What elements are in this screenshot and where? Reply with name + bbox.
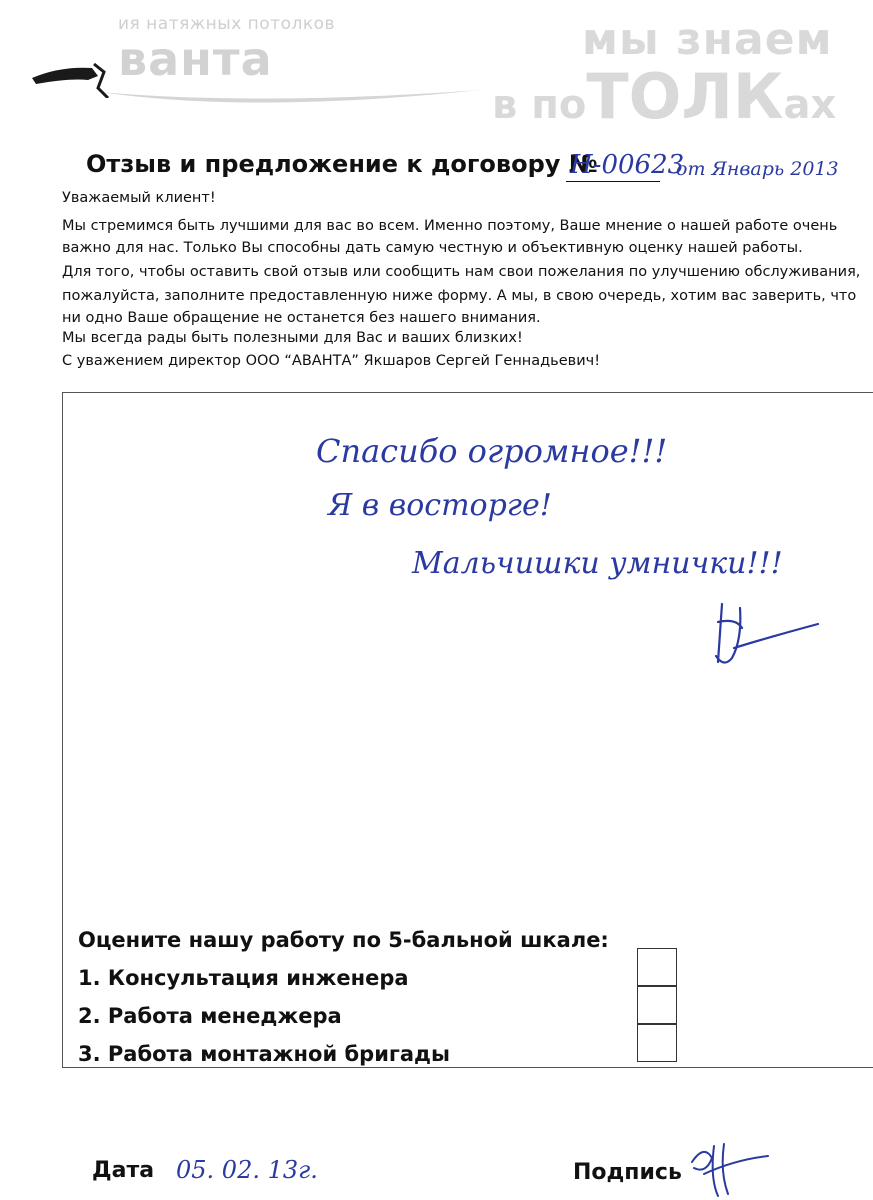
paragraph-line: Мы всегда рады быть полезными для Вас и ваших близких! (62, 330, 523, 346)
contract-number: Н-00623 (570, 150, 685, 180)
paragraph-line: ни одно Ваше обращение не останется без нашего внимания. (62, 310, 541, 326)
feedback-line: Спасибо огромное!!! (316, 432, 668, 470)
rating-item-manager: 2. Работа менеджера (78, 1004, 342, 1028)
feedback-line: Я в восторге! (328, 488, 552, 523)
contract-underline (566, 181, 660, 182)
slogan-line-2 (492, 60, 836, 133)
logo-subtitle: ия натяжных потолков (118, 14, 336, 34)
rating-title: Оцените нашу работу по 5-бальной шкале: (78, 928, 609, 952)
paragraph-line: Мы стремимся быть лучшими для вас во всем. Именно поэтому, Ваше мнение о нашей работе очень (62, 218, 838, 234)
logo-swoosh-icon (100, 82, 480, 112)
form-title: Отзыв и предложение к договору № (86, 150, 598, 178)
paragraph-line: Для того, чтобы оставить свой отзыв или сообщить нам свои пожелания по улучшению обслуживания, (62, 264, 861, 280)
slogan-prefix: в по (492, 82, 587, 128)
greeting: Уважаемый клиент! (62, 190, 216, 206)
torn-edge-icon (30, 58, 120, 98)
paragraph-line: С уважением директор ООО “АВАНТА” Якшаров Сергей Геннадьевич! (62, 353, 601, 369)
feedback-line: Мальчишки умнички!!! (412, 546, 783, 581)
signature-icon (684, 1138, 774, 1198)
contract-date: от Январь 2013 (676, 158, 839, 180)
company-logo: ванта (118, 32, 273, 86)
paragraph-line: пожалуйста, заполните предоставленную ниже форму. А мы, в свою очередь, хотим вас заверить, что (62, 288, 857, 304)
slogan-big: ТОЛК (586, 60, 784, 133)
rating-box-manager[interactable] (637, 986, 677, 1024)
slogan-line-1: мы знаем (582, 14, 833, 65)
date-value: 05. 02. 13г. (176, 1156, 318, 1184)
rating-item-installers: 3. Работа монтажной бригады (78, 1042, 451, 1066)
paragraph-line: важно для нас. Только Вы способны дать самую честную и объективную оценку нашей работы. (62, 240, 803, 256)
rating-box-engineer[interactable] (637, 948, 677, 986)
handwritten-signature-icon (706, 598, 826, 670)
rating-item-engineer: 1. Консультация инженера (78, 966, 409, 990)
signature-label: Подпись (573, 1160, 682, 1185)
date-label: Дата (92, 1158, 155, 1183)
rating-box-installers[interactable] (637, 1024, 677, 1062)
slogan-suffix: ах (783, 82, 837, 128)
